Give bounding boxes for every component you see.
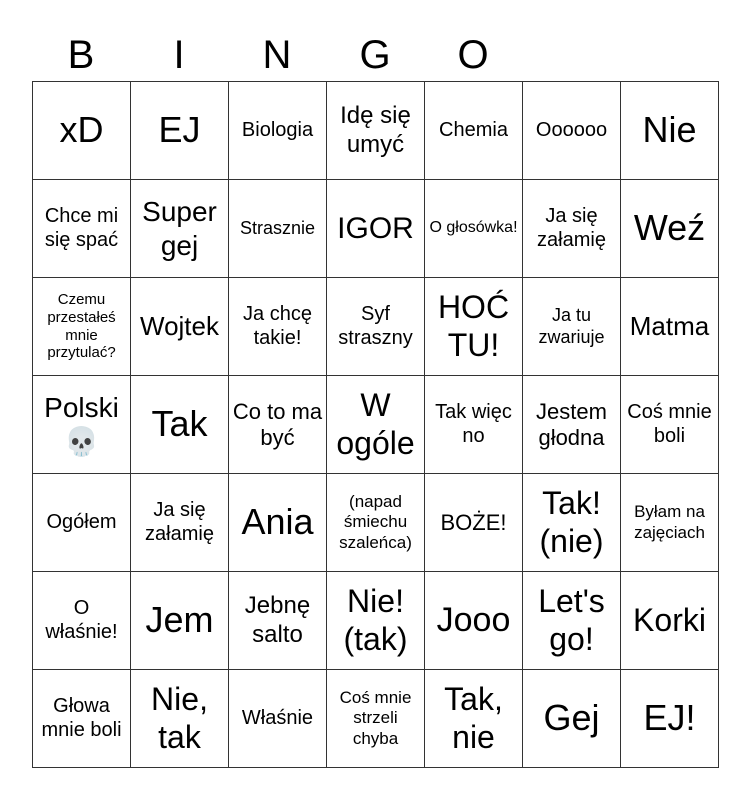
header-letter-g: G [359,33,391,77]
bingo-cell-label: Idę się umyć [340,102,411,158]
bingo-cell-label: Głowa mnie boli [41,694,122,741]
bingo-cell[interactable] [229,376,327,474]
bingo-cell-label: Tak, nie [444,680,503,755]
bingo-cell[interactable] [229,278,327,376]
bingo-cell-label: Ja się załamię [537,204,606,251]
bingo-cell-label: Chemia [439,118,508,141]
bingo-cell-label: Polski 💀 [44,392,119,457]
bingo-cell-label: Let's go! [538,582,605,657]
bingo-cell-label: Oooooo [535,118,608,141]
bingo-cell[interactable] [425,376,523,474]
bingo-cell[interactable] [33,670,131,768]
bingo-cell[interactable] [523,376,621,474]
bingo-cell[interactable] [523,278,621,376]
header-letter-i: I [173,33,185,77]
bingo-cell[interactable] [425,180,523,278]
bingo-cell[interactable] [327,376,425,474]
bingo-cell[interactable] [621,180,719,278]
bingo-cell[interactable] [425,474,523,572]
bingo-cell-label: Nie! (tak) [343,582,408,657]
bingo-cell[interactable] [425,670,523,768]
bingo-cell-label: Co to ma być [232,398,323,450]
bingo-cell-label: Jem [145,599,214,641]
bingo-cell-label: Coś mnie boli [627,400,712,447]
header-letter-n: N [262,33,292,77]
bingo-cell-label: Tak! (nie) [539,484,604,559]
bingo-cell-label: Jooo [436,601,511,640]
bingo-cell[interactable] [327,180,425,278]
header-letter-b: B [67,33,95,77]
bingo-cell-label: Coś mnie strzeli chyba [339,688,412,748]
bingo-cell-label: Właśnie [241,706,314,729]
bingo-cell[interactable] [33,376,131,474]
bingo-cell[interactable] [33,180,131,278]
bingo-cell[interactable] [229,180,327,278]
bingo-cell[interactable] [621,82,719,180]
bingo-cell-label: Ja tu zwariuje [538,305,605,347]
bingo-cell[interactable] [131,376,229,474]
bingo-cell-label: Ania [241,501,314,543]
bingo-cell[interactable] [621,572,719,670]
bingo-cell-label: EJ! [643,697,696,739]
bingo-cell-label: Gej [543,697,600,739]
bingo-cell-label: Korki [633,601,706,638]
bingo-cell[interactable] [33,572,131,670]
bingo-cell-label: (napad śmiechu szaleńca) [339,492,412,552]
bingo-cell-label: O właśnie! [45,596,118,643]
bingo-grid [32,81,719,768]
bingo-cell-label: EJ [158,109,201,151]
bingo-cell-label: xD [59,109,104,151]
bingo-cell-label: Biologia [241,118,314,141]
bingo-cell[interactable] [327,474,425,572]
bingo-cell[interactable] [229,572,327,670]
bingo-cell[interactable] [523,180,621,278]
bingo-cell[interactable] [131,670,229,768]
bingo-cell-label: Strasznie [239,217,316,238]
bingo-cell[interactable] [327,278,425,376]
bingo-cell[interactable] [621,670,719,768]
bingo-cell-label: Byłam na zajęciach [634,502,705,542]
bingo-cell[interactable] [523,572,621,670]
bingo-cell-label: Ja się załamię [145,498,214,545]
bingo-cell[interactable] [229,670,327,768]
bingo-cell-label: Tak więc no [435,400,512,447]
bingo-cell[interactable] [425,82,523,180]
bingo-cell[interactable] [229,82,327,180]
bingo-cell[interactable] [33,82,131,180]
bingo-header [32,30,718,80]
bingo-cell[interactable] [131,82,229,180]
bingo-cell-label: HOĆ TU! [437,288,510,363]
bingo-cell-label: Chce mi się spać [44,204,119,251]
bingo-cell[interactable] [131,572,229,670]
bingo-cell[interactable] [621,376,719,474]
bingo-cell-label: Weź [633,207,706,249]
bingo-cell-label: Super gej [142,196,217,261]
bingo-cell-label: W ogóle [336,386,415,461]
bingo-cell-label: IGOR [337,211,414,245]
bingo-cell[interactable] [327,670,425,768]
bingo-cell-label: BOŻE! [440,509,507,535]
bingo-cell-label: Ogółem [46,510,117,533]
bingo-cell[interactable] [523,474,621,572]
bingo-cell[interactable] [425,278,523,376]
bingo-cell[interactable] [229,474,327,572]
bingo-cell-label: Syf straszny [338,302,413,349]
bingo-cell[interactable] [621,278,719,376]
bingo-cell-label: Czemu przestałeś mnie przytulać? [47,291,116,362]
bingo-cell[interactable] [131,278,229,376]
bingo-cell[interactable] [33,278,131,376]
bingo-cell-label: Nie, tak [151,680,208,755]
bingo-cell[interactable] [327,82,425,180]
bingo-cell-label: Matma [629,311,710,342]
bingo-cell[interactable] [131,180,229,278]
bingo-cell-label: Jebnę salto [244,592,311,648]
bingo-cell[interactable] [523,670,621,768]
bingo-cell[interactable] [621,474,719,572]
bingo-cell[interactable] [425,572,523,670]
bingo-cell-label: Wojtek [140,311,219,342]
bingo-cell-label: Ja chcę takie! [243,302,312,349]
bingo-cell-label: Tak [151,403,208,445]
bingo-cell[interactable] [327,572,425,670]
bingo-cell-label: Nie [642,109,697,151]
bingo-cell[interactable] [131,474,229,572]
bingo-cell-label: O głosówka! [429,219,518,237]
header-letter-o: O [457,33,489,77]
bingo-cell[interactable] [523,82,621,180]
bingo-cell[interactable] [33,474,131,572]
bingo-cell-label: Jestem głodna [536,398,607,450]
